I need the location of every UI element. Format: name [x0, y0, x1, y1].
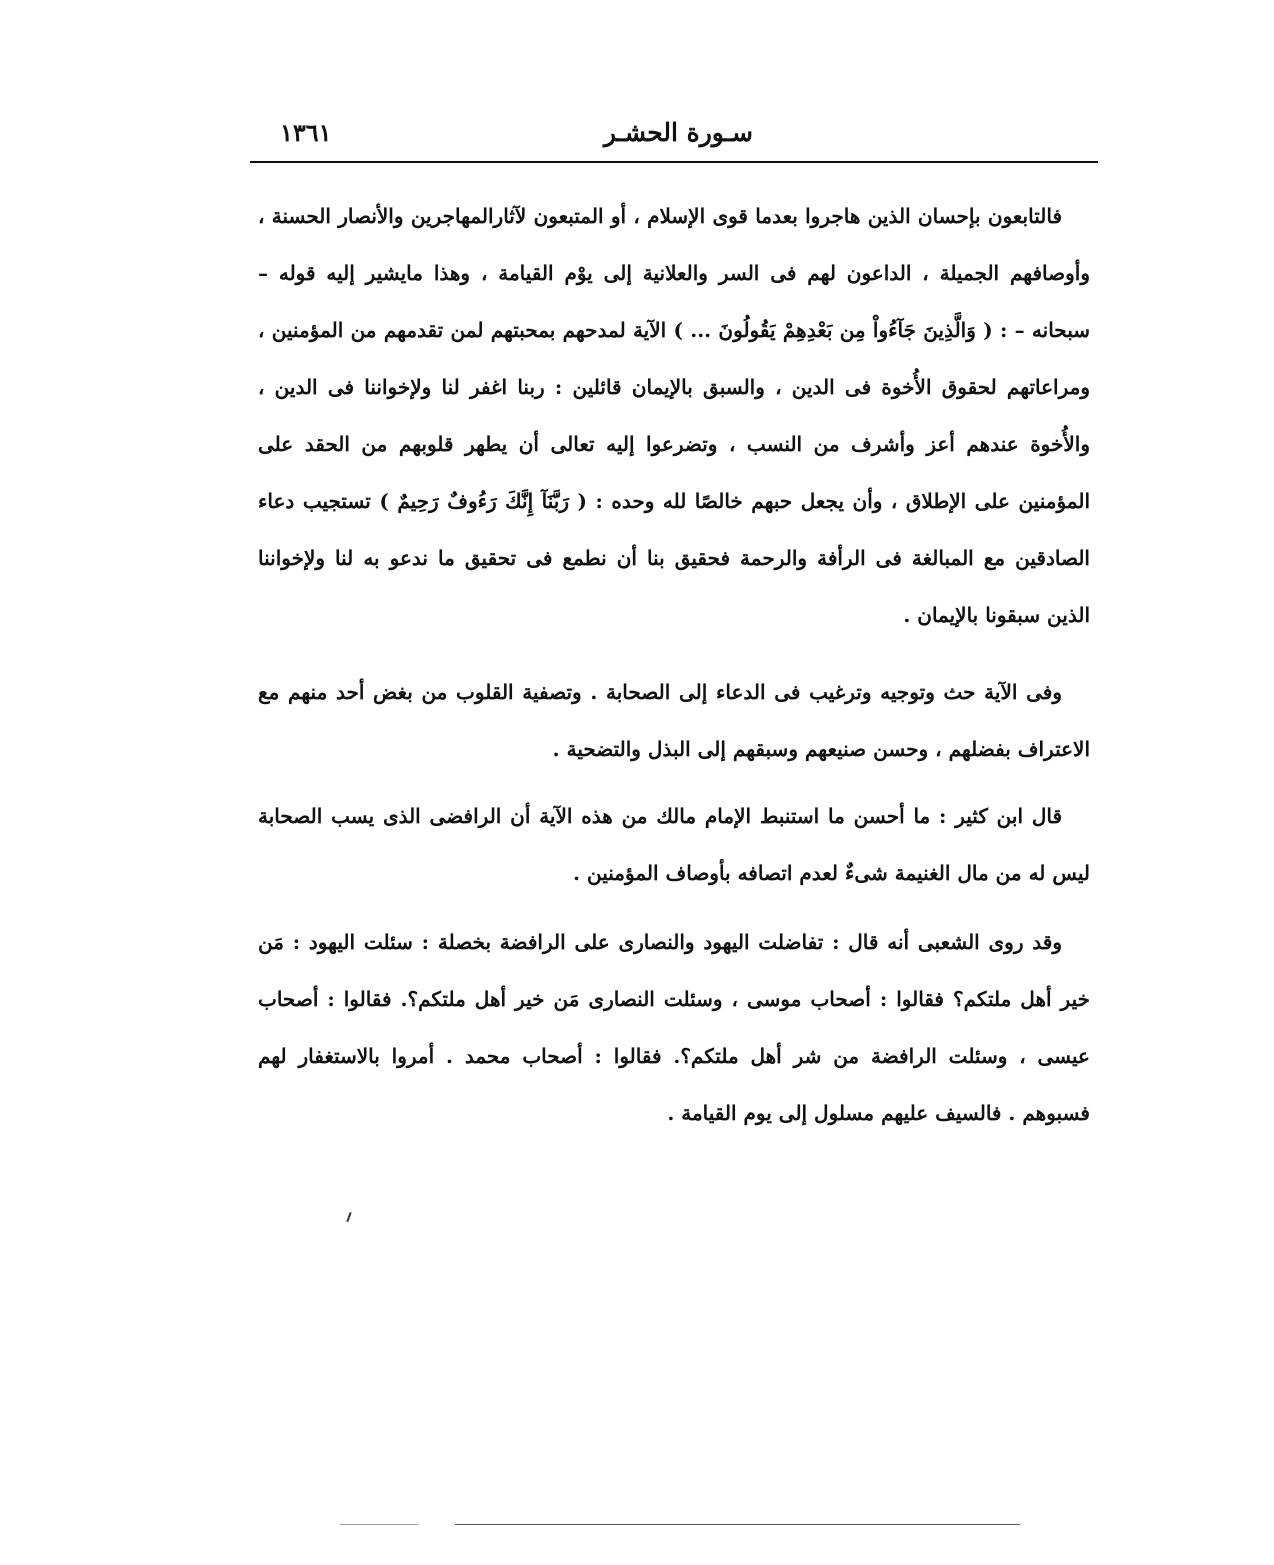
chapter-title: سـورة الحشـر — [603, 118, 753, 147]
paragraph-tabiun: فالتابعون بإحسان الذين هاجروا بعدما قوى الإسلام ، أو المتبعون لآثارالمهاجرين والأنصار الحسنة ، وأوصافهم الجميلة ، الداعون لهم فى السر والعلانية إلى يوْم القيامة ، وهذا مايشير إليه قوله – سبحانه – : ( وَالَّذِينَ جَآءُواْ مِن بَعْدِهِمْ يَقُولُونَ ... ) الآية لمدحهم بمحبتهم لمن تقدمهم من المؤمنين ، ومراعاتهم لحقوق الأُخوة فى الدين ، والسبق بالإيمان قائلين : ربنا اغفر لنا ولإخواننا فى الدين ، والأُخوة عندهم أعز وأشرف من النسب ، وتضرعوا إليه تعالى أن يطهر قلوبهم من الحقد على المؤمنين على الإطلاق ، وأن يجعل حبهم خالصًا لله وحده : ( رَبَّنَآ إِنَّكَ رَءُوفٌ رَحِيمٌ ) تستجيب دعاء الصادقين مع المبالغة فى الرأفة والرحمة فحقيق بنا أن نطمع فى تحقيق ما ندعو به لنا ولإخواننا الذين سبقونا بالإيمان . — [258, 204, 1090, 627]
footer-rule-short — [340, 1524, 418, 1525]
paragraph-shabi: وقد روى الشعبى أنه قال : تفاضلت اليهود والنصارى على الرافضة بخصلة : سئلت اليهود : مَن خير أهل ملتكم؟ فقالوا : أصحاب موسى ، وسئلت النصارى مَن خير أهل ملتكم؟. فقالوا : أصحاب عيسى ، وسئلت الرافضة من شر أهل ملتكم؟. فقالوا : أصحاب محمد . أمروا بالاستغفار لهم فسبوهم . فالسيف عليهم مسلول إلى يوم القيامة . — [258, 930, 1090, 1125]
paragraph-ibn-kathir: قال ابن كثير : ما أحسن ما استنبط الإمام مالك من هذه الآية أن الرافضى الذى يسب الصحابة ليس له من مال الغنيمة شىءٌ لعدم اتصافه بأوصاف المؤمنين . — [258, 804, 1090, 885]
footer-rule-long — [455, 1524, 1020, 1525]
page-header — [250, 118, 1098, 164]
paragraph-ayah-encouragement: وفى الآية حث وتوجيه وترغيب فى الدعاء إلى الصحابة . وتصفية القلوب من بغض أحد منهم مع الاعتراف بفضلهم ، وحسن صنيعهم وسبقهم إلى البذل والتضحية . — [258, 680, 1090, 761]
header-divider — [250, 161, 1098, 163]
page-number: ١٣٦١ — [280, 118, 332, 147]
stray-ink-mark — [346, 1212, 351, 1222]
body-text — [258, 188, 1090, 1142]
